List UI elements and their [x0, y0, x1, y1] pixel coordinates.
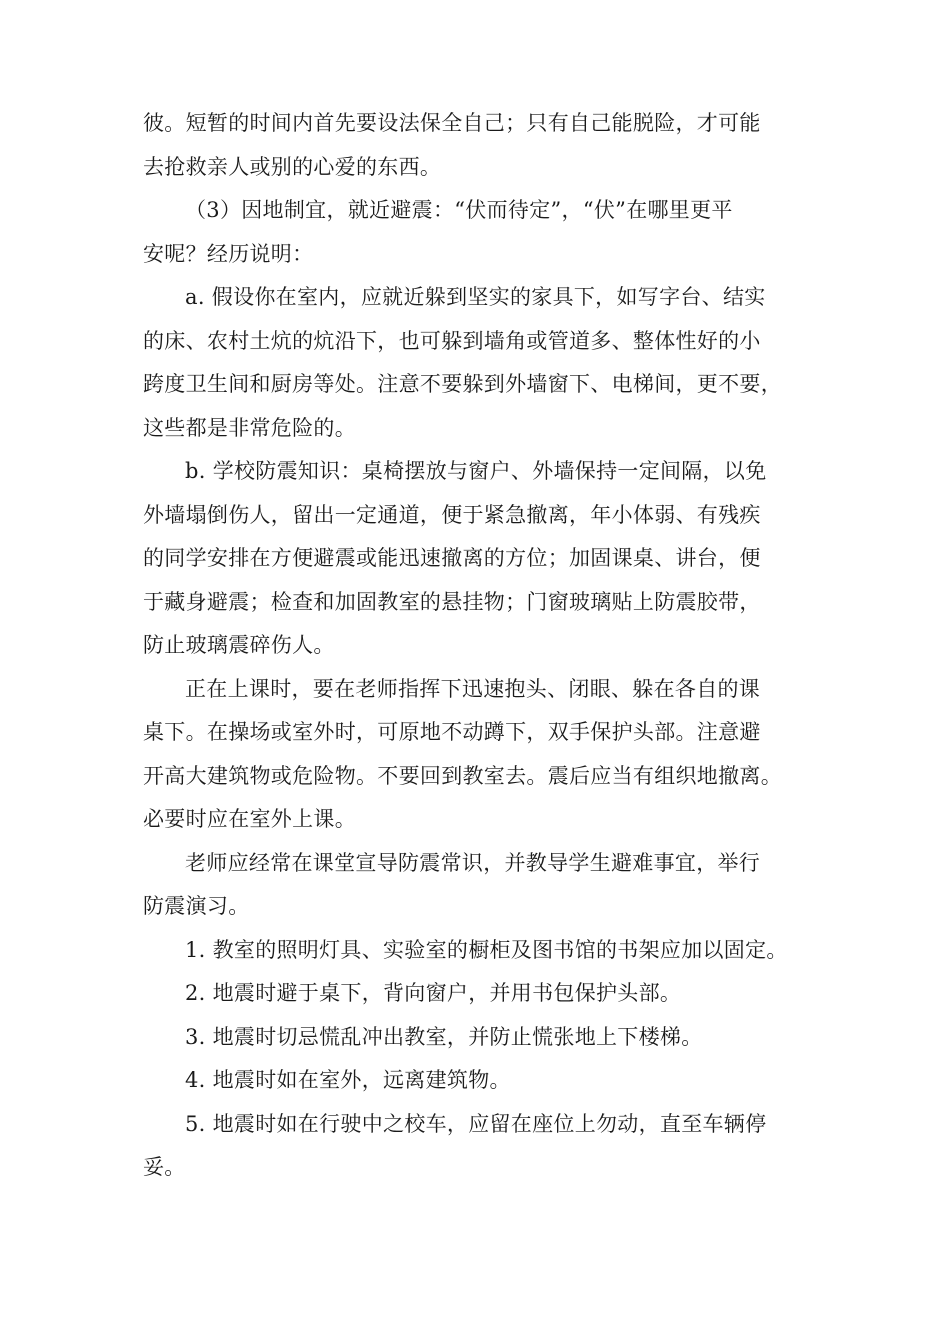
paragraph-1	[143, 102, 815, 189]
list-item-4	[143, 1059, 815, 1103]
text-line: 的床、农村土炕的炕沿下，也可躲到墙角或管道多、整体性好的小	[143, 328, 761, 353]
text-line: 外墙塌倒伤人，留出一定通道，便于紧急撤离，年小体弱、有残疾	[143, 502, 761, 527]
text-line: 3. 地震时切忌慌乱冲出教室，并防止慌张地上下楼梯。	[185, 1024, 703, 1049]
document-body	[143, 102, 815, 1190]
text-line: 这些都是非常危险的。	[143, 415, 356, 440]
text-line: 妥。	[143, 1155, 186, 1179]
text-line: 开高大建筑物或危险物。不要回到教室去。震后应当有组织地撤离。	[143, 763, 782, 788]
list-item-3	[143, 1016, 815, 1060]
text-line: 4. 地震时如在室外，远离建筑物。	[185, 1068, 511, 1092]
text-line: （3）因地制宜，就近避震：“伏而待定”，“伏”在哪里更平	[185, 198, 733, 222]
text-line: 老师应经常在课堂宣导防震常识，并教导学生避难事宜，举行	[185, 850, 761, 875]
text-line: 防止玻璃震碎伤人。	[143, 633, 335, 657]
text-line: 的同学安排在方便避震或能迅速撤离的方位；加固课桌、讲台，便	[143, 546, 761, 570]
text-line: 彼。短暂的时间内首先要设法保全自己；只有自己能脱险，才可能	[143, 111, 761, 135]
text-line: 跨度卫生间和厨房等处。注意不要躲到外墙窗下、电梯间，更不要，	[143, 372, 782, 396]
list-item-1	[143, 929, 815, 973]
paragraph-6	[143, 842, 815, 929]
paragraph-5	[143, 668, 815, 842]
text-line: 防震演习。	[143, 894, 250, 918]
text-line: 必要时应在室外上课。	[143, 807, 356, 831]
text-line: 1. 教室的照明灯具、实验室的橱柜及图书馆的书架应加以固定。	[185, 937, 788, 962]
text-line: a. 假设你在室内，应就近躲到坚实的家具下，如写字台、结实	[185, 285, 766, 309]
paragraph-3	[143, 276, 815, 450]
text-line: b. 学校防震知识：桌椅摆放与窗户、外墙保持一定间隔，以免	[185, 459, 767, 483]
list-item-2	[143, 972, 815, 1016]
paragraph-4	[143, 450, 815, 668]
text-line: 于藏身避震；检查和加固教室的悬挂物；门窗玻璃贴上防震胶带，	[143, 589, 761, 614]
text-line: 安呢？经历说明：	[143, 241, 314, 266]
text-line: 2. 地震时避于桌下，背向窗户，并用书包保护头部。	[185, 981, 682, 1005]
paragraph-2	[143, 189, 815, 276]
list-item-5	[143, 1103, 815, 1190]
text-line: 去抢救亲人或别的心爱的东西。	[143, 154, 442, 179]
text-line: 桌下。在操场或室外时，可原地不动蹲下，双手保护头部。注意避	[143, 720, 761, 744]
text-line: 正在上课时，要在老师指挥下迅速抱头、闭眼、躲在各自的课	[185, 676, 761, 701]
text-line: 5. 地震时如在行驶中之校车，应留在座位上勿动，直至车辆停	[185, 1111, 767, 1136]
